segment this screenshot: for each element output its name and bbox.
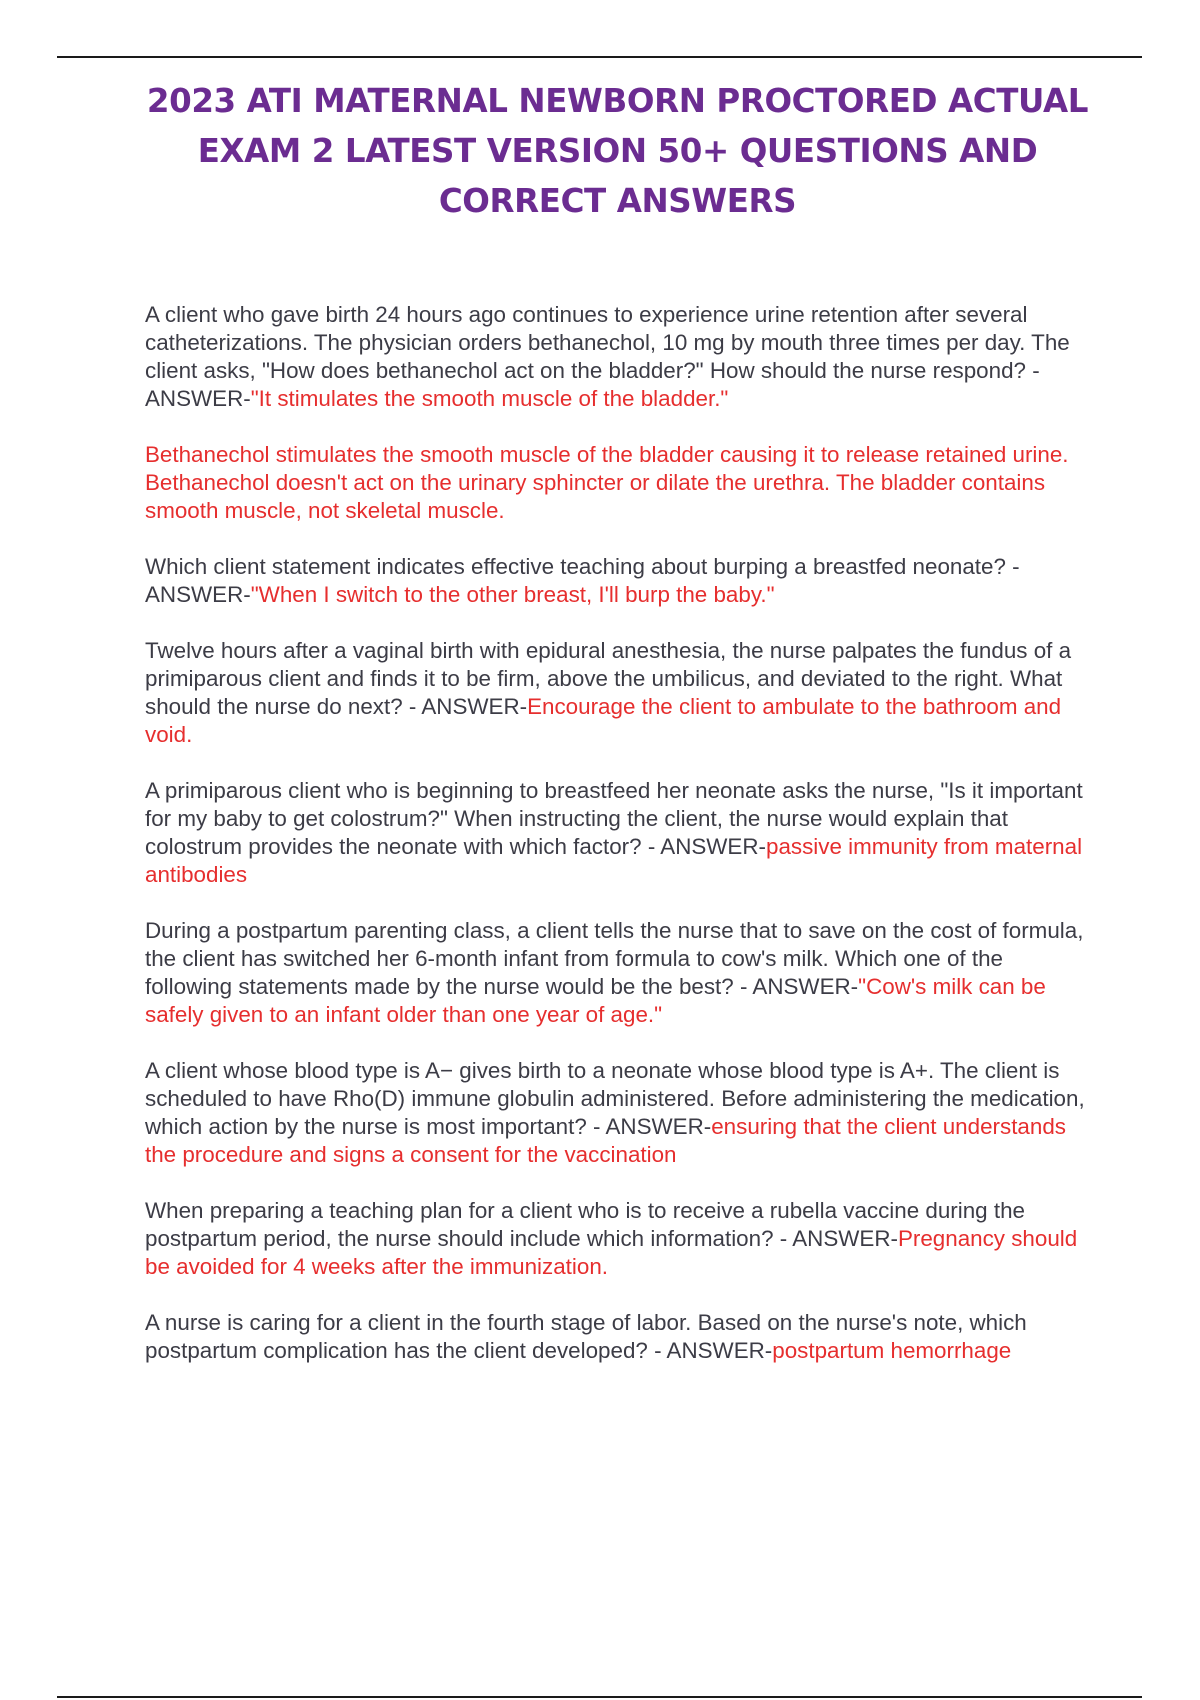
answer-marker: - ANSWER- [145, 554, 1020, 607]
question-item-3 [145, 637, 1095, 749]
bottom-rule [57, 1696, 1142, 1698]
question-text: During a postpartum parenting class, a client tells the nurse that to save on the cost of formula, the client has switched her 6-month infant from formula to cow's milk. Which one of the following statements made by the nurse would be the best? [145, 918, 1084, 999]
question-text: A nurse is caring for a client in the fourth stage of labor. Based on the nurse's note, which postpartum complication has the client developed? [145, 1310, 1027, 1363]
answer-marker: - ANSWER- [647, 1338, 773, 1363]
question-item-2 [145, 553, 1095, 609]
answer-marker: - ANSWER- [641, 834, 766, 859]
question-text: Twelve hours after a vaginal birth with epidural anesthesia, the nurse palpates the fundus of a primiparous client and finds it to be firm, above the umbilicus, and deviated to the right. What should the nurse do next? [145, 638, 1072, 719]
answer-text: "Cow's milk can be safely given to an infant older than one year of age." [145, 974, 1046, 1027]
answer-text: "When I switch to the other breast, I'll burp the baby." [250, 582, 775, 607]
answer-marker: - ANSWER- [586, 1114, 712, 1139]
top-rule [57, 56, 1142, 58]
answer-text: ensuring that the client understands the procedure and signs a consent for the vaccination [145, 1114, 1066, 1167]
question-item-5 [145, 917, 1095, 1029]
answer-marker: - ANSWER- [145, 358, 1040, 411]
answer-marker: - ANSWER- [402, 694, 528, 719]
question-text: Which client statement indicates effective teaching about burping a breastfed neonate? [145, 554, 1006, 579]
question-item-1 [145, 301, 1095, 413]
answer-text: postpartum hemorrhage [772, 1338, 1012, 1363]
answer-text: Pregnancy should be avoided for 4 weeks after the immunization. [145, 1226, 1078, 1279]
answer-text: passive immunity from maternal antibodies [145, 834, 1083, 887]
answer-marker: - ANSWER- [773, 1226, 898, 1251]
qa-list [145, 301, 1095, 1393]
question-text: When preparing a teaching plan for a client who is to receive a rubella vaccine during the postpartum period, the nurse should include which information? [145, 1198, 1025, 1251]
question-item-4 [145, 777, 1095, 889]
question-item-7 [145, 1197, 1095, 1281]
question-item-6 [145, 1057, 1095, 1169]
rationale-text: Bethanechol stimulates the smooth muscle of the bladder causing it to release retained urine. Bethanechol doesn't act on the urinary sphincter or dilate the urethra. The bladder contains smooth muscle, not skeletal muscle. [145, 442, 1069, 523]
document-title: 2023 ATI MATERNAL NEWBORN PROCTORED ACTUAL EXAM 2 LATEST VERSION 50+ QUESTIONS AND CORRECT ANSWERS [146, 82, 1089, 220]
question-text: A client whose blood type is A− gives birth to a neonate whose blood type is A+. The client is scheduled to have Rho(D) immune globulin administered. Before administering the medication, which action by the nurse is most important? [145, 1058, 1085, 1139]
question-text: A primiparous client who is beginning to breastfeed her neonate asks the nurse, "Is it important for my baby to get colostrum?" When instructing the client, the nurse would explain that colostrum provides the neonate with which factor? [145, 778, 1083, 859]
answer-text: "It stimulates the smooth muscle of the bladder." [250, 386, 729, 411]
answer-marker: - ANSWER- [733, 974, 859, 999]
question-text: A client who gave birth 24 hours ago continues to experience urine retention after several catheterizations. The physician orders bethanechol, 10 mg by mouth three times per day. The client asks, "How does bethanechol act on the bladder?" How should the nurse respond? [145, 302, 1070, 383]
question-item-8 [145, 1309, 1095, 1365]
answer-text: Encourage the client to ambulate to the bathroom and void. [145, 694, 1062, 747]
